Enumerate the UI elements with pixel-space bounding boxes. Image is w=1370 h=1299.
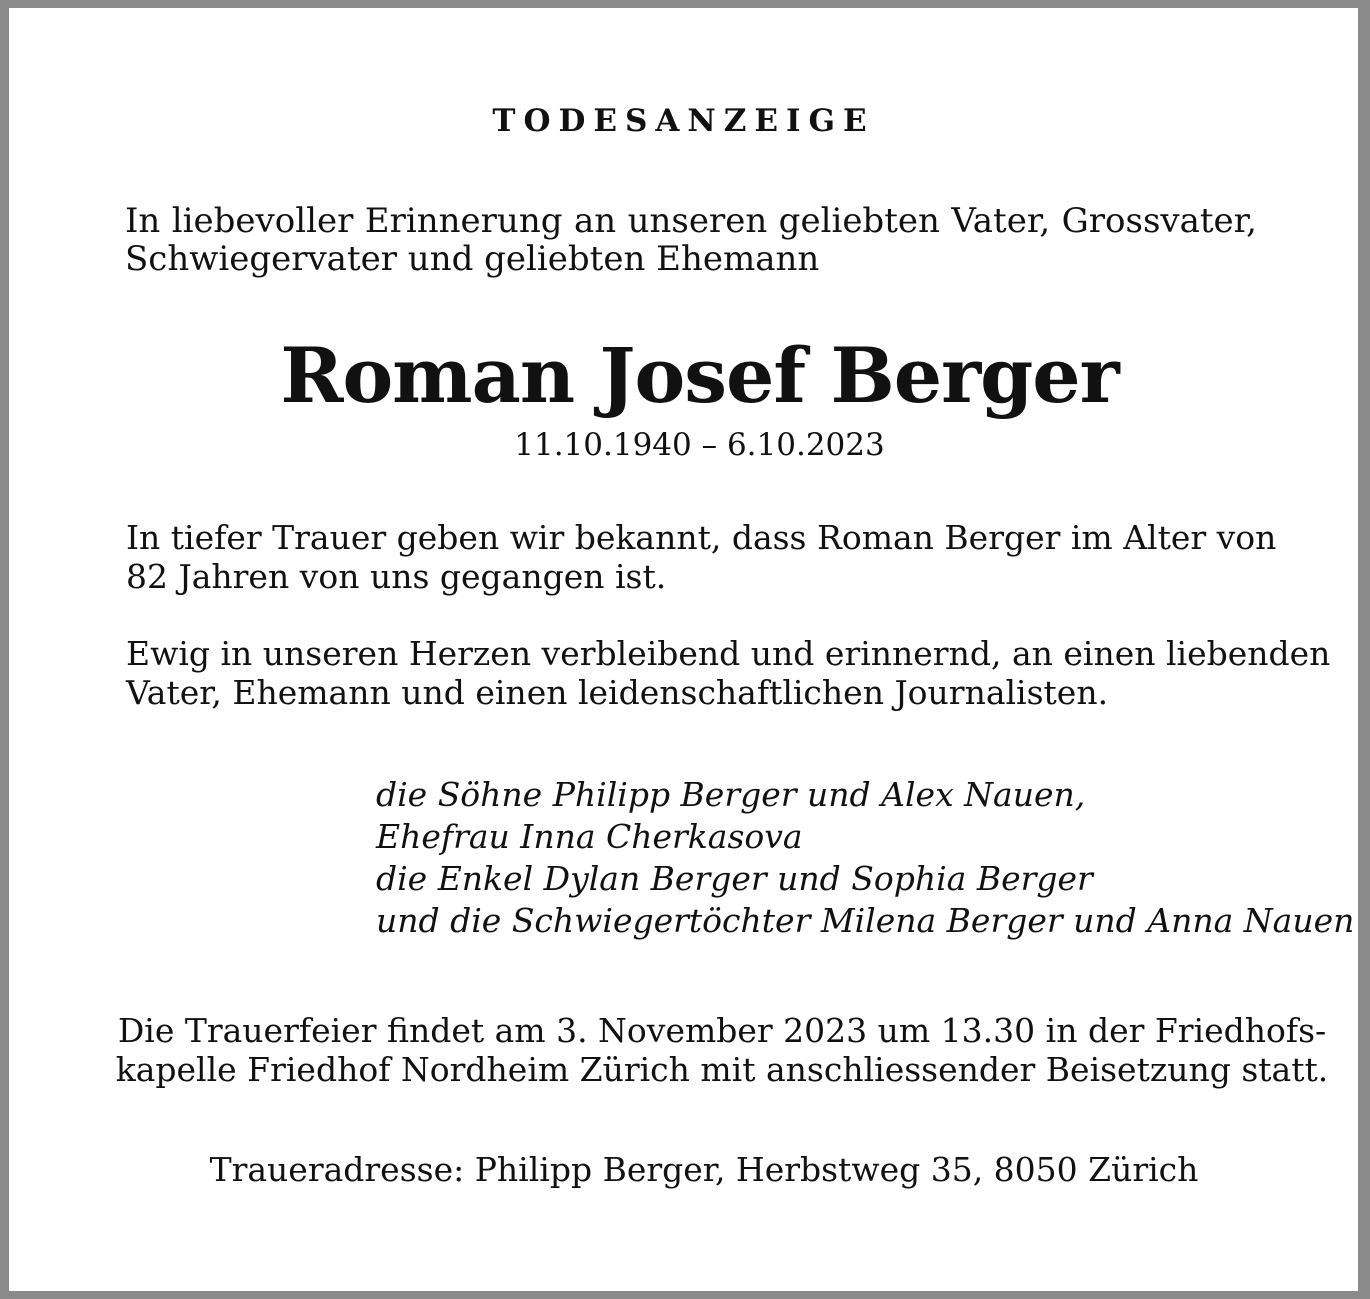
life-dates: 11.10.1940 – 6.10.2023 bbox=[514, 427, 885, 463]
service-line: Die Trauerfeier findet am 3. November 2023 um 13.30 in der Friedhofs- bbox=[117, 1011, 1327, 1050]
remembrance-paragraph bbox=[126, 634, 1330, 712]
announcement-paragraph bbox=[126, 518, 1276, 596]
paragraph-line: 82 Jahren von uns gegangen ist. bbox=[126, 557, 667, 596]
intro-text bbox=[125, 202, 1257, 278]
deceased-name: Roman Josef Berger bbox=[280, 331, 1119, 420]
family-line: die Söhne Philipp Berger und Alex Nauen, bbox=[376, 775, 1086, 814]
family-line: Ehefrau Inna Cherkasova bbox=[376, 817, 803, 856]
death-notice-page bbox=[9, 8, 1358, 1291]
notice-heading: TODESANZEIGE bbox=[492, 103, 875, 139]
paragraph-line: Vater, Ehemann und einen leidenschaftlichen Journalisten. bbox=[126, 673, 1109, 712]
family-signatories bbox=[376, 774, 1354, 942]
paragraph-line: In tiefer Trauer geben wir bekannt, dass Roman Berger im Alter von bbox=[126, 518, 1277, 557]
family-line: die Enkel Dylan Berger und Sophia Berger bbox=[376, 859, 1093, 898]
family-line: und die Schwiegertöchter Milena Berger und Anna Nauen bbox=[376, 901, 1355, 940]
paragraph-line: Ewig in unseren Herzen verbleibend und erinnernd, an einen liebenden bbox=[126, 634, 1331, 673]
funeral-service-info bbox=[9, 1011, 1370, 1089]
intro-line: Schwiegervater und geliebten Ehemann bbox=[125, 239, 820, 279]
service-line: kapelle Friedhof Nordheim Zürich mit anschliessender Beisetzung statt. bbox=[115, 1050, 1329, 1089]
mourning-address: Traueradresse: Philipp Berger, Herbstweg 35, 8050 Zürich bbox=[209, 1150, 1199, 1189]
intro-line: In liebevoller Erinnerung an unseren geliebten Vater, Grossvater, bbox=[125, 201, 1257, 241]
